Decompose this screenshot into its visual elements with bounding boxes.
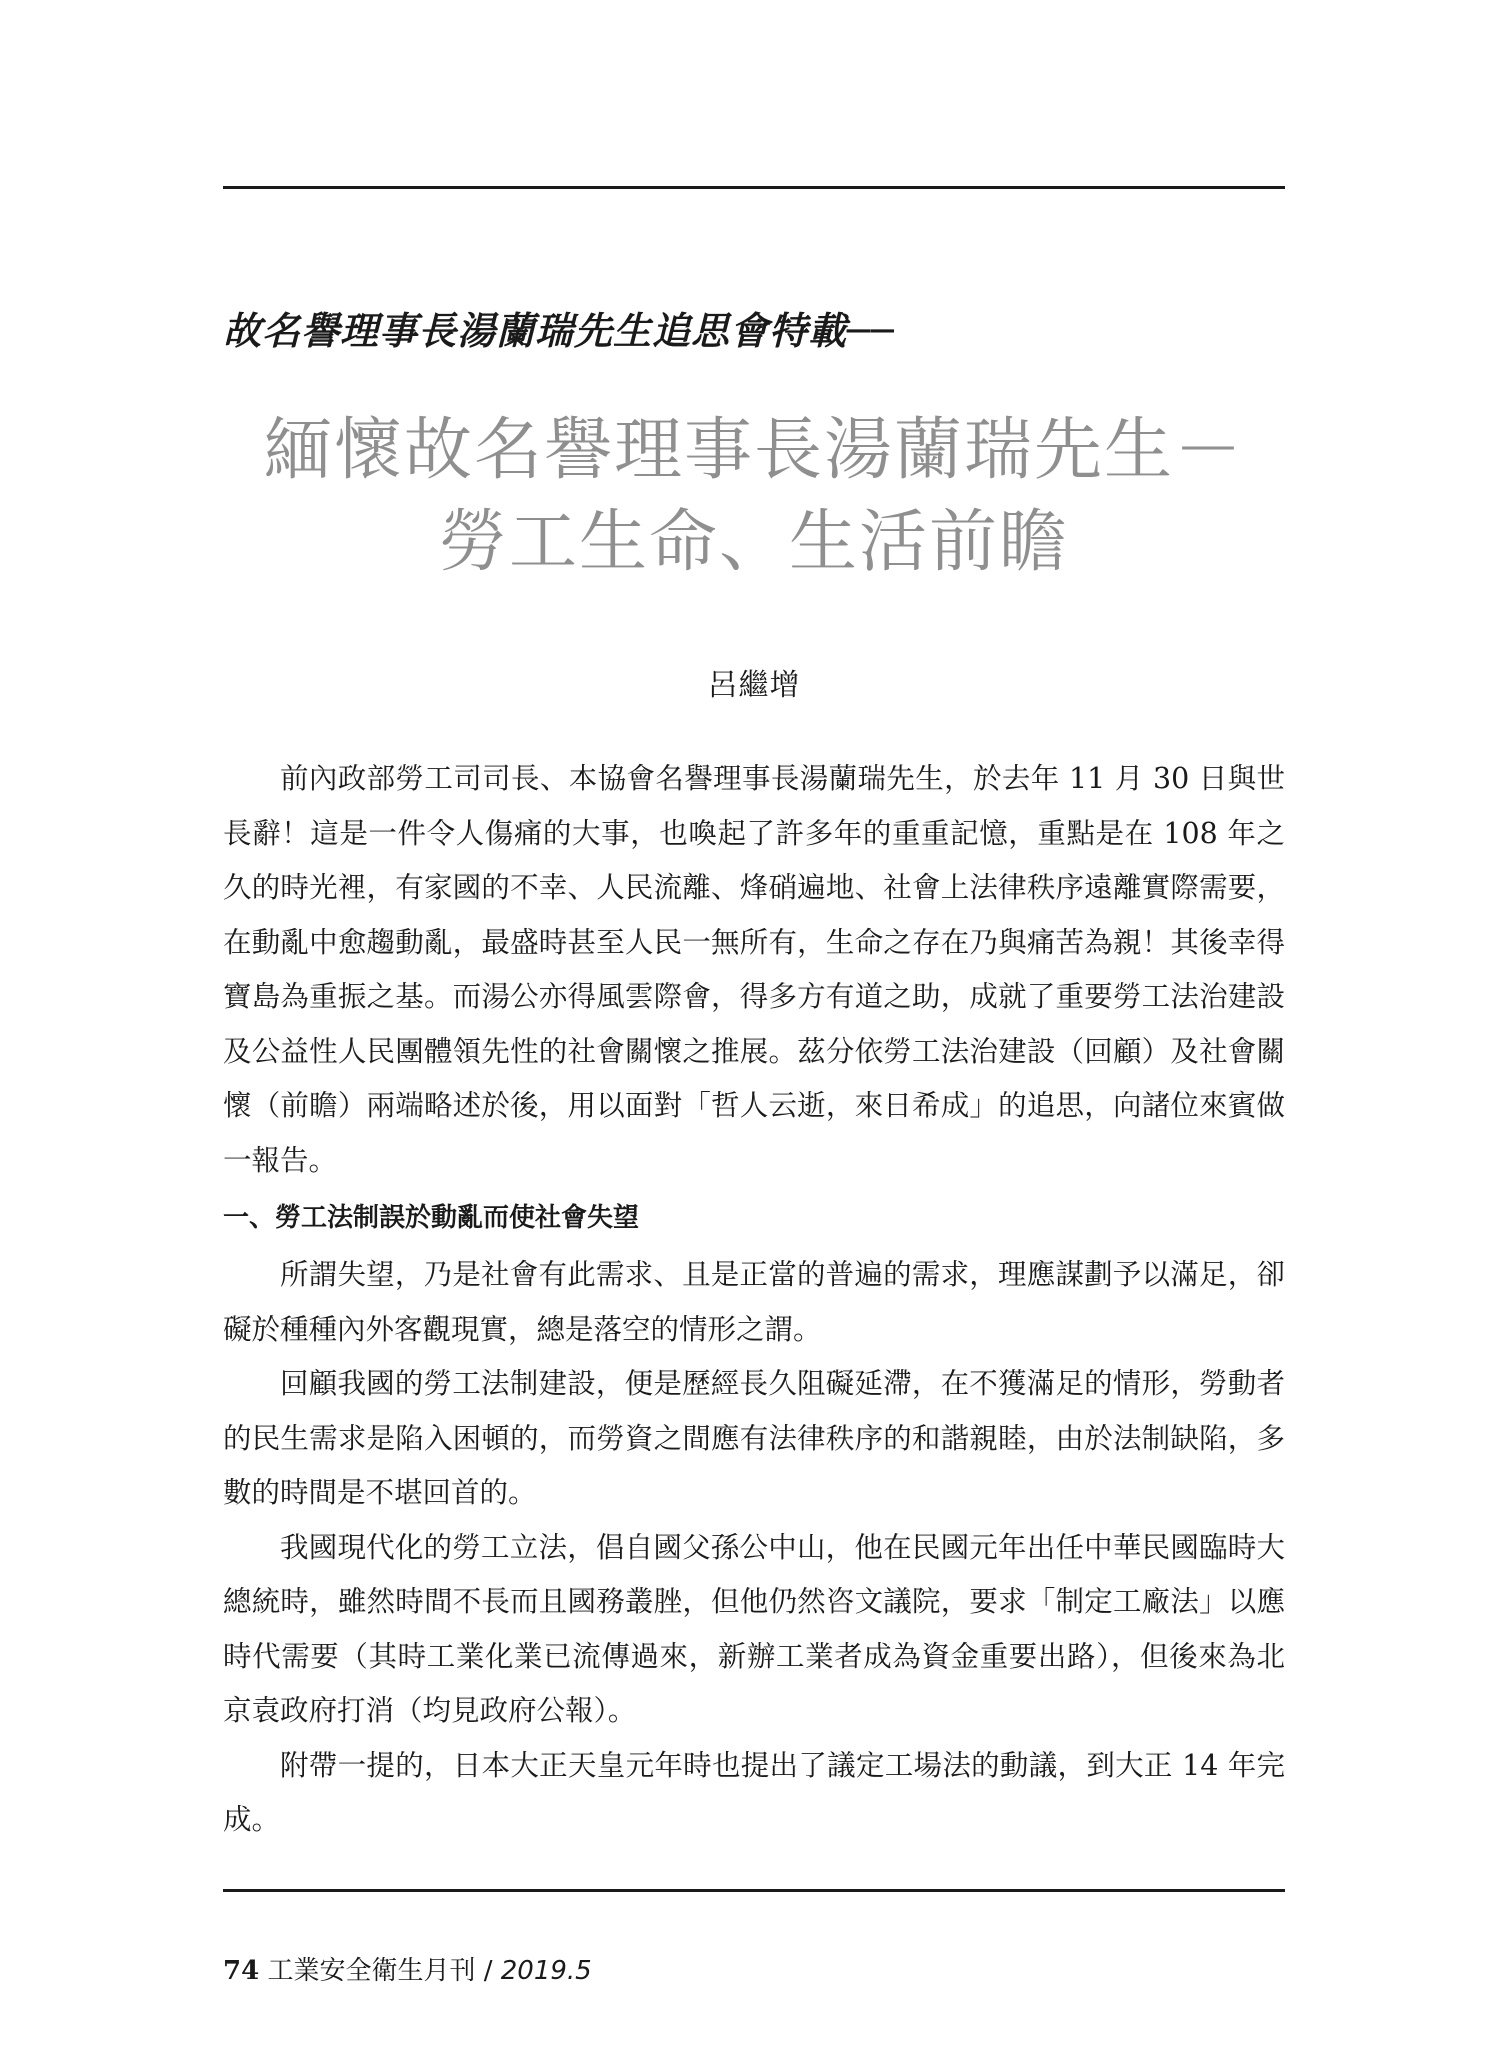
author-name: 呂繼增 bbox=[707, 668, 801, 703]
article-title-line-1: 緬懷故名譽理事長湯蘭瑞先生－ bbox=[263, 411, 1244, 490]
header-rule bbox=[223, 186, 1285, 189]
body-paragraph: 回顧我國的勞工法制建設，便是歷經長久阻礙延滯，在不獲滿足的情形，勞動者的民生需求是陷入困頓的，而勞資之間應有法律秩序的和諧親睦，由於法制缺陷，多數的時間是不堪回首的。 bbox=[223, 1367, 1285, 1509]
issue-date: 2019.5 bbox=[500, 1956, 592, 1986]
article-body bbox=[223, 752, 1285, 1848]
article-title bbox=[223, 405, 1285, 589]
body-paragraph: 我國現代化的勞工立法，倡自國父孫公中山，他在民國元年出任中華民國臨時大總統時，雖然時間不長而且國務叢脞，但他仍然咨文議院，要求「制定工廠法」以應時代需要（其時工業化業已流傳過來，新辦工業者成為資金重要出路），但後來為北京袁政府打消（均見政府公報）。 bbox=[223, 1530, 1285, 1727]
footer-rule bbox=[223, 1889, 1285, 1892]
body-paragraph: 所謂失望，乃是社會有此需求、且是正當的普遍的需求，理應謀劃予以滿足，卻礙於種種內外客觀現實，總是落空的情形之謂。 bbox=[223, 1258, 1285, 1346]
page-number: 74 bbox=[223, 1956, 260, 1986]
body-paragraph: 附帶一提的，日本大正天皇元年時也提出了議定工場法的動議，到大正 14 年完成。 bbox=[223, 1748, 1285, 1836]
intro-paragraph: 前內政部勞工司司長、本協會名譽理事長湯蘭瑞先生，於去年 11 月 30 日與世長辭！這是一件令人傷痛的大事，也喚起了許多年的重重記憶，重點是在 108 年之久的時光裡，有家國的不幸、人民流離、烽硝遍地、社會上法律秩序遠離實際需要，在動亂中愈趨動亂，最盛時甚至人民一無所有，生命之存在乃與痛苦為親！其後幸得寶島為重振之基。而湯公亦得風雲際會，得多方有道之助，成就了重要勞工法治建設及公益性人民團體領先性的社會關懷之推展。茲分依勞工法治建設（回顧）及社會關懷（前瞻）兩端略述於後，用以面對「哲人云逝，來日希成」的追思，向諸位來賓做一報告。 bbox=[223, 762, 1285, 1177]
page-footer bbox=[223, 1950, 592, 1987]
article-title-line-2: 勞工生命、生活前瞻 bbox=[438, 503, 1069, 582]
series-title: 故名譽理事長湯蘭瑞先生追思會特載── bbox=[223, 309, 895, 353]
section-heading: 一、勞工法制誤於動亂而使社會失望 bbox=[223, 1203, 640, 1233]
journal-name: 工業安全衛生月刊 / bbox=[267, 1956, 493, 1986]
